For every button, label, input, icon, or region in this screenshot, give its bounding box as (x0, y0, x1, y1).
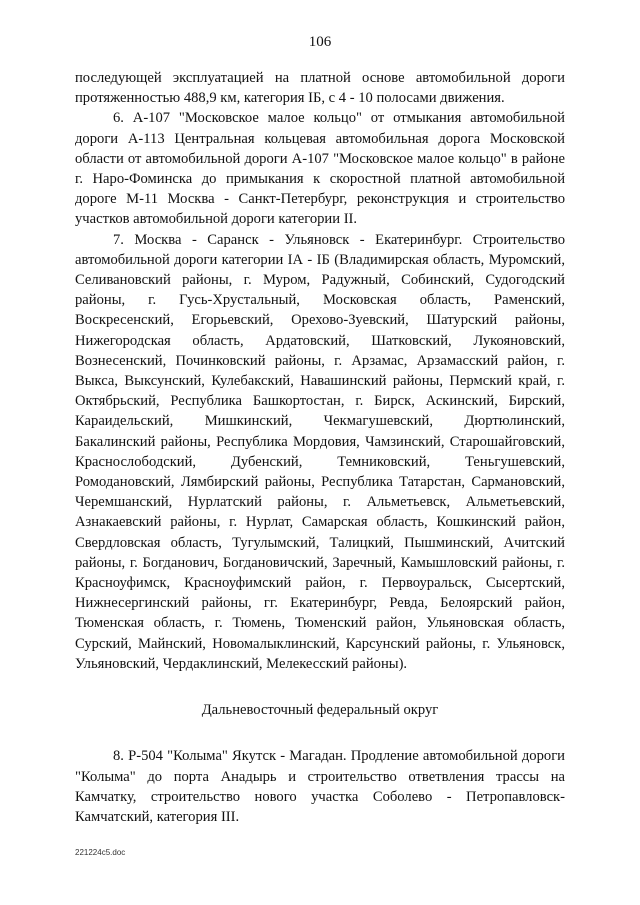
paragraph-continuation: последующей эксплуатацией на платной основе автомобильной дороги протяженностью 488,9 км, категория IБ, с 4 - 10 полосами движения. (75, 70, 565, 107)
paragraph-item-8: 8. Р-504 "Колыма" Якутск - Магадан. Продление автомобильной дороги "Колыма" до порта Анадырь и строительство ответвления трассы на Камчатку, строительство нового участка Соболево - Петропавловск-Камчатский, категория III. (75, 748, 565, 825)
footer-filename: 221224c5.doc (75, 848, 126, 857)
document-body (75, 68, 565, 827)
paragraph-item-7: 7. Москва - Саранск - Ульяновск - Екатеринбург. Строительство автомобильной дороги категории IА - IБ (Владимирская область, Муромский, Селивановский районы, г. Муром, Радужный, Собинский, Судогодский районы, г. Гусь-Хрустальный, Московская область, Раменский, Воскресенский, Егорьевский, Орехово-Зуевский, Шатурский районы, Нижегородская область, Ардатовский, Шатковский, Лукояновский, Вознесенский, Починковский районы, г. Арзамас, Арзамасский район, г. Выкса, Выксунский, Кулебакский, Навашинский районы, Пермский край, г. Октябрьский, Республика Башкортостан, г. Бирск, Аскинский, Бирский, Караидельский, Мишкинский, Чекмагушевский, Дюртюлинский, Бакалинский районы, Республика Мордовия, Чамзинский, Старошайговский, Краснослободский, Дубенский, Темниковский, Теньгушевский, Ромодановский, Лямбирский районы, Республика Татарстан, Сармановский, Черемшанский, Нурлатский районы, г. Альметьевск, Альметьевский, Азнакаевский районы, г. Нурлат, Самарская область, Кошкинский район, Свердловская область, Тугулымский, Талицкий, Пышминский, Ачитский районы, г. Богданович, Богдановичский, Заречный, Камышловский районы, г. Красноуфимск, Красноуфимский район, г. Первоуральск, Сысертский, Нижнесергинский районы, гг. Екатеринбург, Ревда, Белоярский район, Тюменская область, г. Тюмень, Тюменский район, Ульяновская область, Сурский, Майнский, Новомалыклинский, Карсунский районы, г. Ульяновск, Ульяновский, Чердаклинский, Мелекесский районы). (75, 231, 565, 672)
page-number: 106 (308, 34, 332, 50)
section-heading: Дальневосточный федеральный округ (201, 702, 439, 719)
paragraph-item-6: 6. А-107 "Московское малое кольцо" от отмыкания автомобильной дороги А-113 Центральная кольцевая автомобильная дорога Московской области от автомобильной дороги А-107 "Московское малое кольцо" в районе г. Наро-Фоминска до примыкания к скоростной платной автомобильной дороге М-11 Москва - Санкт-Петербург, реконструкция и строительство участков автомобильной дороги категории II. (75, 110, 565, 228)
